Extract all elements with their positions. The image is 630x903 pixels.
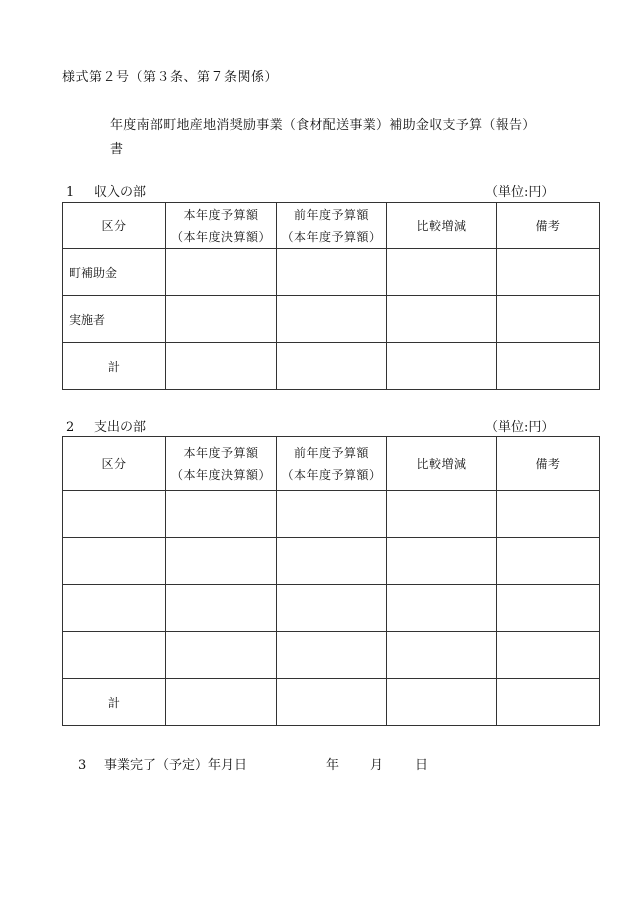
income-header-current-line1: 本年度予算額 — [183, 207, 259, 222]
completion-year-label: 年 — [326, 758, 340, 773]
expense-header-current-line1: 本年度予算額 — [183, 445, 259, 460]
expense-cell-remarks[interactable] — [497, 538, 600, 585]
expense-cell-comparison[interactable] — [387, 632, 497, 679]
expense-section-heading — [66, 416, 146, 435]
expense-section-title: 支出の部 — [94, 420, 147, 435]
expense-row — [63, 585, 600, 632]
income-cell-comparison[interactable] — [387, 296, 497, 343]
expense-total-previous[interactable] — [277, 679, 387, 726]
document-title-line2: 書 — [110, 142, 124, 157]
income-row-label: 町補助金 — [63, 249, 166, 296]
income-cell-previous[interactable] — [277, 296, 387, 343]
income-total-row — [63, 343, 600, 390]
income-row-label: 実施者 — [63, 296, 166, 343]
expense-header-row — [63, 437, 600, 491]
expense-cell-comparison[interactable] — [387, 538, 497, 585]
expense-header-previous-line2: （本年度予算額） — [281, 467, 382, 482]
expense-header-category: 区分 — [63, 437, 166, 491]
expense-cell-current[interactable] — [166, 538, 277, 585]
income-total-remarks[interactable] — [497, 343, 600, 390]
income-header-comparison: 比較増減 — [387, 203, 497, 249]
income-section-number: 1 — [66, 185, 75, 200]
income-header-current-line2: （本年度決算額） — [170, 229, 271, 244]
income-section-heading — [66, 181, 146, 200]
expense-row — [63, 491, 600, 538]
expense-header-remarks: 備考 — [497, 437, 600, 491]
expense-header-previous-line1: 前年度予算額 — [293, 445, 369, 460]
expense-cell-comparison[interactable] — [387, 491, 497, 538]
income-table — [62, 202, 600, 390]
income-cell-current[interactable] — [166, 249, 277, 296]
expense-total-comparison[interactable] — [387, 679, 497, 726]
expense-cell-previous[interactable] — [277, 585, 387, 632]
expense-cell-previous[interactable] — [277, 538, 387, 585]
expense-cell-comparison[interactable] — [387, 585, 497, 632]
income-cell-previous[interactable] — [277, 249, 387, 296]
income-cell-comparison[interactable] — [387, 249, 497, 296]
income-header-previous — [277, 203, 387, 249]
income-unit-label: （単位:円） — [485, 185, 555, 200]
expense-header-current-line2: （本年度決算額） — [170, 467, 271, 482]
income-total-label: 計 — [63, 343, 166, 390]
expense-row-label[interactable] — [63, 585, 166, 632]
income-header-current — [166, 203, 277, 249]
expense-cell-remarks[interactable] — [497, 632, 600, 679]
income-header-previous-line2: （本年度予算額） — [281, 229, 382, 244]
expense-row — [63, 538, 600, 585]
income-cell-current[interactable] — [166, 296, 277, 343]
expense-cell-current[interactable] — [166, 632, 277, 679]
expense-table — [62, 436, 600, 726]
expense-cell-current[interactable] — [166, 585, 277, 632]
expense-cell-previous[interactable] — [277, 491, 387, 538]
expense-row-label[interactable] — [63, 491, 166, 538]
expense-cell-previous[interactable] — [277, 632, 387, 679]
completion-month-label: 月 — [370, 758, 384, 773]
income-header-row — [63, 203, 600, 249]
income-header-remarks: 備考 — [497, 203, 600, 249]
expense-unit-label: （単位:円） — [485, 420, 555, 435]
expense-total-label: 計 — [63, 679, 166, 726]
expense-cell-remarks[interactable] — [497, 491, 600, 538]
income-section-title: 収入の部 — [94, 185, 147, 200]
income-row — [63, 296, 600, 343]
expense-header-current — [166, 437, 277, 491]
income-cell-remarks[interactable] — [497, 296, 600, 343]
expense-header-comparison: 比較増減 — [387, 437, 497, 491]
expense-total-current[interactable] — [166, 679, 277, 726]
expense-header-previous — [277, 437, 387, 491]
completion-label: 事業完了（予定）年月日 — [104, 758, 248, 773]
completion-day-label: 日 — [415, 758, 429, 773]
income-row — [63, 249, 600, 296]
expense-cell-remarks[interactable] — [497, 585, 600, 632]
income-total-comparison[interactable] — [387, 343, 497, 390]
income-total-current[interactable] — [166, 343, 277, 390]
document-title-line1: 年度南部町地産地消奨励事業（食材配送事業）補助金収支予算（報告） — [110, 118, 536, 133]
completion-date-line — [78, 754, 247, 773]
expense-row — [63, 632, 600, 679]
form-number: 様式第２号（第３条、第７条関係） — [62, 70, 279, 85]
income-header-previous-line1: 前年度予算額 — [293, 207, 369, 222]
expense-cell-current[interactable] — [166, 491, 277, 538]
expense-section-number: 2 — [66, 420, 75, 435]
income-cell-remarks[interactable] — [497, 249, 600, 296]
income-header-category: 区分 — [63, 203, 166, 249]
expense-total-row — [63, 679, 600, 726]
expense-row-label[interactable] — [63, 632, 166, 679]
income-total-previous[interactable] — [277, 343, 387, 390]
expense-row-label[interactable] — [63, 538, 166, 585]
completion-section-number: 3 — [78, 758, 87, 773]
expense-total-remarks[interactable] — [497, 679, 600, 726]
